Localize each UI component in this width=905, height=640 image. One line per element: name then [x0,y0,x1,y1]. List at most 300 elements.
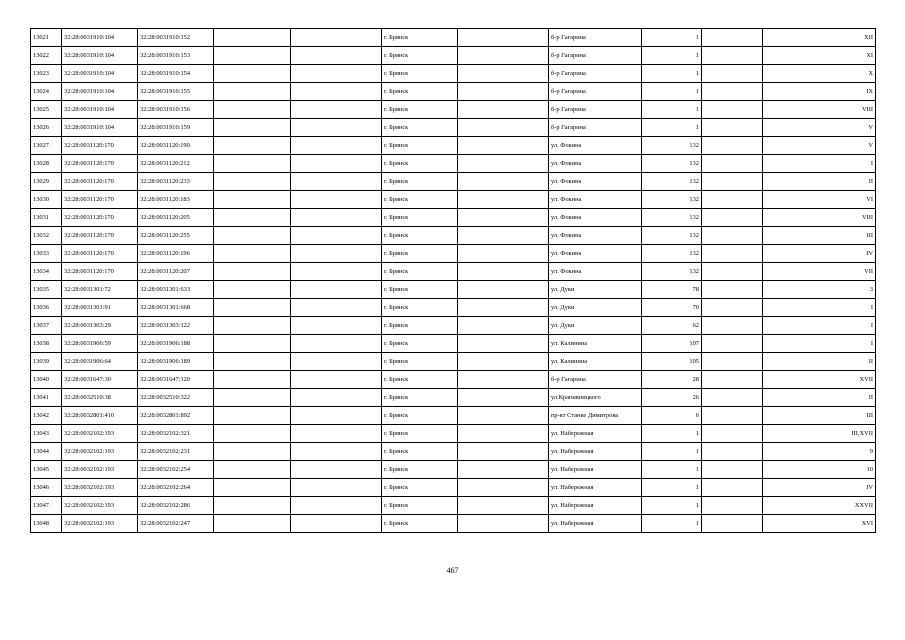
house-number: 1 [642,461,702,479]
empty-cell [214,29,291,47]
table-row [31,209,876,227]
empty-cell [214,461,291,479]
empty-cell [214,137,291,155]
city: г. Брянск [382,209,458,227]
house-number: 1 [642,515,702,533]
city: г. Брянск [382,407,458,425]
record-number: 13036 [31,299,62,317]
empty-cell [458,137,549,155]
premises-number: V [763,119,876,137]
premises-number: III,XVII [763,425,876,443]
city: г. Брянск [382,281,458,299]
cadastral-number: 32:28:0031120:183 [138,191,214,209]
table-row [31,29,876,47]
page-number: 467 [446,566,459,575]
empty-cell [291,335,382,353]
empty-cell [214,407,291,425]
empty-cell [458,209,549,227]
record-number: 13035 [31,281,62,299]
city: г. Брянск [382,101,458,119]
empty-cell [458,299,549,317]
table-row [31,191,876,209]
table-row [31,119,876,137]
street: б-р Гагарина [549,101,642,119]
empty-cell [291,353,382,371]
table-row [31,155,876,173]
table-row [31,407,876,425]
empty-cell [702,353,763,371]
city: г. Брянск [382,137,458,155]
record-number: 13041 [31,389,62,407]
record-number: 13024 [31,83,62,101]
cadastral-number: 32:28:0031906:189 [138,353,214,371]
empty-cell [458,191,549,209]
street: ул. Фокина [549,209,642,227]
record-number: 13023 [31,65,62,83]
record-number: 13033 [31,245,62,263]
house-number: 132 [642,155,702,173]
record-number: 13031 [31,209,62,227]
empty-cell [214,47,291,65]
city: г. Брянск [382,119,458,137]
city: г. Брянск [382,245,458,263]
street: б-р Гагарина [549,371,642,389]
parent-cadastral-number: 32:28:0031303:29 [62,317,138,335]
empty-cell [214,479,291,497]
empty-cell [702,245,763,263]
empty-cell [702,209,763,227]
house-number: 1 [642,47,702,65]
record-number: 13022 [31,47,62,65]
cadastral-number: 32:28:0032102:321 [138,425,214,443]
empty-cell [291,47,382,65]
house-number: 1 [642,65,702,83]
parent-cadastral-number: 32:28:0031120:170 [62,137,138,155]
record-number: 13047 [31,497,62,515]
record-number: 13039 [31,353,62,371]
cadastral-number: 32:28:0031647:120 [138,371,214,389]
record-number: 13025 [31,101,62,119]
empty-cell [214,155,291,173]
cadastral-number: 32:28:0031910:153 [138,47,214,65]
cadastral-number: 32:28:0032801:892 [138,407,214,425]
table-row [31,353,876,371]
table-row [31,371,876,389]
parent-cadastral-number: 32:28:0031120:170 [62,155,138,173]
street: ул. Фокина [549,263,642,281]
cadastral-number: 32:28:0031120:212 [138,155,214,173]
empty-cell [458,515,549,533]
city: г. Брянск [382,317,458,335]
record-number: 13032 [31,227,62,245]
table-row [31,317,876,335]
city: г. Брянск [382,65,458,83]
table-row [31,83,876,101]
empty-cell [702,443,763,461]
house-number: 6 [642,407,702,425]
city: г. Брянск [382,191,458,209]
premises-number: 9 [763,443,876,461]
record-number: 13027 [31,137,62,155]
cadastral-number: 32:28:0031910:155 [138,83,214,101]
empty-cell [214,173,291,191]
premises-number: VI [763,191,876,209]
house-number: 105 [642,353,702,371]
street: ул. Калинина [549,353,642,371]
empty-cell [458,443,549,461]
street: ул. Фокина [549,191,642,209]
premises-number: 10 [763,461,876,479]
record-number: 13043 [31,425,62,443]
record-number: 13034 [31,263,62,281]
street: ул. Фокина [549,137,642,155]
city: г. Брянск [382,173,458,191]
parent-cadastral-number: 32:28:0031906:64 [62,353,138,371]
empty-cell [214,515,291,533]
record-number: 13038 [31,335,62,353]
table-row [31,425,876,443]
empty-cell [291,227,382,245]
premises-number: XXVII [763,497,876,515]
premises-number: I [763,155,876,173]
house-number: 1 [642,83,702,101]
empty-cell [214,191,291,209]
empty-cell [214,497,291,515]
cadastral-number: 32:28:0031120:233 [138,173,214,191]
empty-cell [291,317,382,335]
house-number: 62 [642,317,702,335]
street: ул.Крапивницкого [549,389,642,407]
empty-cell [458,263,549,281]
premises-number: 3 [763,281,876,299]
empty-cell [291,119,382,137]
parent-cadastral-number: 32:28:0031647:30 [62,371,138,389]
premises-number: VIII [763,101,876,119]
city: г. Брянск [382,479,458,497]
empty-cell [458,227,549,245]
empty-cell [702,155,763,173]
street: ул. Набережная [549,497,642,515]
cadastral-number: 32:28:0032102:231 [138,443,214,461]
empty-cell [214,281,291,299]
table-row [31,389,876,407]
parent-cadastral-number: 32:28:0032102:193 [62,479,138,497]
empty-cell [702,173,763,191]
premises-number: IV [763,245,876,263]
empty-cell [214,353,291,371]
empty-cell [291,65,382,83]
empty-cell [291,137,382,155]
record-number: 13037 [31,317,62,335]
empty-cell [702,407,763,425]
table-row [31,65,876,83]
city: г. Брянск [382,335,458,353]
house-number: 132 [642,137,702,155]
premises-number: V [763,137,876,155]
table-row [31,47,876,65]
premises-number: XVII [763,371,876,389]
empty-cell [702,119,763,137]
parent-cadastral-number: 32:28:0032102:193 [62,497,138,515]
empty-cell [214,317,291,335]
empty-cell [458,173,549,191]
parent-cadastral-number: 32:28:0032102:193 [62,515,138,533]
cadastral-number: 32:28:0032102:286 [138,497,214,515]
empty-cell [214,227,291,245]
cadastral-number: 32:28:0031120:190 [138,137,214,155]
parent-cadastral-number: 32:28:0031910:104 [62,83,138,101]
empty-cell [458,425,549,443]
house-number: 107 [642,335,702,353]
house-number: 1 [642,29,702,47]
city: г. Брянск [382,389,458,407]
empty-cell [291,299,382,317]
house-number: 1 [642,497,702,515]
empty-cell [291,263,382,281]
parent-cadastral-number: 32:28:0031120:170 [62,245,138,263]
empty-cell [291,371,382,389]
empty-cell [214,209,291,227]
empty-cell [291,479,382,497]
empty-cell [458,155,549,173]
empty-cell [702,47,763,65]
empty-cell [291,497,382,515]
premises-number: III [763,227,876,245]
parent-cadastral-number: 32:28:0031301:72 [62,281,138,299]
empty-cell [702,227,763,245]
table-row [31,101,876,119]
street: ул. Набережная [549,515,642,533]
empty-cell [458,371,549,389]
empty-cell [702,299,763,317]
parent-cadastral-number: 32:28:0031301:91 [62,299,138,317]
house-number: 1 [642,425,702,443]
empty-cell [458,317,549,335]
street: пр-кт Станке Димитрова [549,407,642,425]
table-body [31,29,876,533]
empty-cell [214,83,291,101]
empty-cell [291,281,382,299]
cadastral-number: 32:28:0031301:633 [138,281,214,299]
empty-cell [458,335,549,353]
empty-cell [291,245,382,263]
premises-number: XI [763,47,876,65]
record-number: 13028 [31,155,62,173]
record-number: 13029 [31,173,62,191]
empty-cell [214,101,291,119]
cadastral-number: 32:28:0031120:207 [138,263,214,281]
empty-cell [291,209,382,227]
empty-cell [291,515,382,533]
city: г. Брянск [382,461,458,479]
record-number: 13040 [31,371,62,389]
empty-cell [291,29,382,47]
table-row [31,443,876,461]
parent-cadastral-number: 32:28:0031120:170 [62,209,138,227]
premises-number: IV [763,479,876,497]
parent-cadastral-number: 32:28:0031120:170 [62,173,138,191]
empty-cell [458,29,549,47]
empty-cell [291,155,382,173]
house-number: 132 [642,245,702,263]
street: ул. Набережная [549,479,642,497]
cadastral-number: 32:28:0031120:196 [138,245,214,263]
registry-table [30,28,876,533]
house-number: 132 [642,209,702,227]
street: ул. Дуки [549,299,642,317]
cadastral-number: 32:28:0032102:247 [138,515,214,533]
house-number: 132 [642,191,702,209]
empty-cell [214,335,291,353]
empty-cell [702,515,763,533]
premises-number: II [763,353,876,371]
table-row [31,137,876,155]
table-row [31,515,876,533]
house-number: 70 [642,299,702,317]
empty-cell [214,425,291,443]
cadastral-number: 32:28:0031910:159 [138,119,214,137]
table-row [31,227,876,245]
house-number: 78 [642,281,702,299]
street: ул. Фокина [549,227,642,245]
city: г. Брянск [382,443,458,461]
cadastral-number: 32:28:0032102:264 [138,479,214,497]
parent-cadastral-number: 32:28:0032510:38 [62,389,138,407]
premises-number: I [763,317,876,335]
premises-number: X [763,65,876,83]
parent-cadastral-number: 32:28:0031910:104 [62,101,138,119]
premises-number: I [763,299,876,317]
empty-cell [702,425,763,443]
empty-cell [458,65,549,83]
empty-cell [291,389,382,407]
empty-cell [291,461,382,479]
empty-cell [214,245,291,263]
parent-cadastral-number: 32:28:0031906:59 [62,335,138,353]
parent-cadastral-number: 32:28:0032801:410 [62,407,138,425]
house-number: 132 [642,227,702,245]
parent-cadastral-number: 32:28:0032102:193 [62,443,138,461]
city: г. Брянск [382,83,458,101]
street: ул. Набережная [549,425,642,443]
table-row [31,479,876,497]
street: ул. Калинина [549,335,642,353]
parent-cadastral-number: 32:28:0032102:193 [62,425,138,443]
empty-cell [458,83,549,101]
premises-number: VII [763,263,876,281]
house-number: 1 [642,443,702,461]
empty-cell [702,83,763,101]
street: б-р Гагарина [549,47,642,65]
empty-cell [214,443,291,461]
empty-cell [214,299,291,317]
table-row [31,263,876,281]
record-number: 13030 [31,191,62,209]
empty-cell [458,245,549,263]
city: г. Брянск [382,155,458,173]
parent-cadastral-number: 32:28:0031910:104 [62,119,138,137]
empty-cell [702,389,763,407]
table-row [31,173,876,191]
premises-number: XVI [763,515,876,533]
parent-cadastral-number: 32:28:0031120:170 [62,227,138,245]
cadastral-number: 32:28:0032510:322 [138,389,214,407]
empty-cell [702,137,763,155]
premises-number: XII [763,29,876,47]
empty-cell [458,461,549,479]
record-number: 13021 [31,29,62,47]
empty-cell [291,407,382,425]
street: ул. Дуки [549,317,642,335]
city: г. Брянск [382,515,458,533]
empty-cell [458,353,549,371]
empty-cell [214,65,291,83]
house-number: 132 [642,263,702,281]
empty-cell [702,479,763,497]
empty-cell [702,65,763,83]
record-number: 13045 [31,461,62,479]
empty-cell [214,263,291,281]
empty-cell [702,191,763,209]
record-number: 13046 [31,479,62,497]
empty-cell [458,389,549,407]
premises-number: II [763,173,876,191]
street: ул. Дуки [549,281,642,299]
city: г. Брянск [382,425,458,443]
empty-cell [291,191,382,209]
empty-cell [702,101,763,119]
empty-cell [214,389,291,407]
premises-number: VIII [763,209,876,227]
street: б-р Гагарина [549,83,642,101]
table-row [31,245,876,263]
premises-number: I [763,335,876,353]
street: б-р Гагарина [549,119,642,137]
empty-cell [702,29,763,47]
parent-cadastral-number: 32:28:0031910:104 [62,65,138,83]
city: г. Брянск [382,263,458,281]
parent-cadastral-number: 32:28:0031910:104 [62,47,138,65]
empty-cell [214,119,291,137]
empty-cell [458,101,549,119]
city: г. Брянск [382,227,458,245]
empty-cell [458,47,549,65]
street: б-р Гагарина [549,65,642,83]
table-row [31,461,876,479]
house-number: 26 [642,389,702,407]
cadastral-number: 32:28:0031301:668 [138,299,214,317]
empty-cell [458,119,549,137]
city: г. Брянск [382,353,458,371]
empty-cell [702,281,763,299]
empty-cell [702,317,763,335]
parent-cadastral-number: 32:28:0031120:170 [62,191,138,209]
house-number: 132 [642,173,702,191]
empty-cell [458,479,549,497]
street: ул. Фокина [549,155,642,173]
empty-cell [291,443,382,461]
table-row [31,281,876,299]
empty-cell [702,335,763,353]
cadastral-number: 32:28:0031910:152 [138,29,214,47]
house-number: 1 [642,101,702,119]
street: ул. Набережная [549,443,642,461]
house-number: 1 [642,479,702,497]
cadastral-number: 32:28:0031906:188 [138,335,214,353]
cadastral-number: 32:28:0031910:156 [138,101,214,119]
street: ул. Набережная [549,461,642,479]
house-number: 28 [642,371,702,389]
